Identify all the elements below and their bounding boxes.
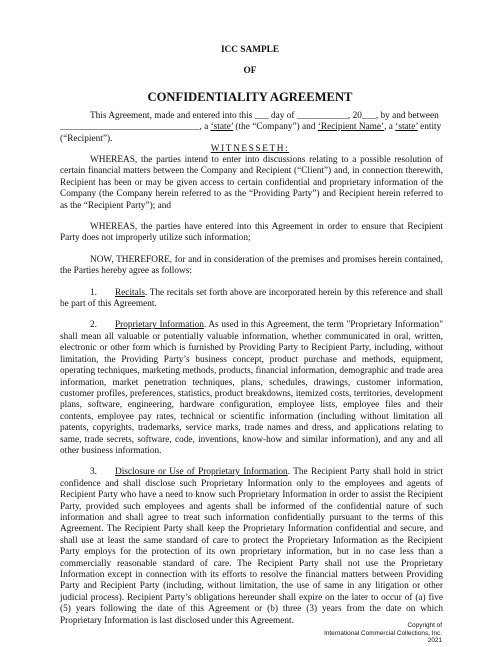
whereas-paragraph-2: WHEREAS, the parties have entered into this Agreement in order to ensure that Recipient Party does not improperly utilize such information; [60,222,443,244]
section-number: 1. [90,287,97,298]
recitals-block [60,155,443,627]
spacer [60,457,443,467]
copyright-year: 2021 [427,637,442,645]
copyright-line-2: International Commercial Collections, Inc. [324,629,442,637]
now-therefore-paragraph: NOW, THEREFORE, for and in consideration of the premises and promises herein contained, the Parties hereby agree as follows: [60,254,443,277]
section-text: . The recitals set forth above are incorporated herein by this reference and shall be part of this Agreement. [60,287,443,310]
section-2 [60,320,443,457]
section-number: 3. [90,467,97,478]
doc-subheading-icc-sample: ICC SAMPLE [220,45,280,55]
section-3 [60,467,443,627]
whereas-paragraph-1: WHEREAS, the parties intend to enter into discussions relating to a possible resolution of certain financial matters between the Company and Recipient (“Client”) and, in connection therewith, Recipient has been or may be given access to certain confidential and proprietary information of the Company (the Company herein referred to as the “Providing Party”) and Recipient herein referred to as the “Recipient Party”); and [60,155,443,211]
intro-text: entity [417,122,442,133]
section-heading: Recitals [114,287,145,298]
section-text: . As used in this Agreement, the term "Proprietary Information" shall mean all valuable or potentially valuable information, whether communicated in oral, written, electronic or other form which is furnished by Providing Party to Recipient Party, including, without limitation, the Providing Party’s business concept, product purchase and methods, equipment, operating techniques, marketing methods, products, financial information, demographic and trade area information, market penetration techniques, plans, schedules, drawings, customer information, customer profiles, preferences, statistics, product breakdowns, itemized costs, territories, development plans, software, engineering, hardware configuration, employee lists, employee files and their contents, employee pay rates, technical or scientific information (including without limitation all patents, copyrights, trademarks, service marks, trade names and dress, and applications relating to same, trade secrets, software, code, inventions, know-how and similar information), and any and all other business information. [60,320,443,456]
witnesseth-heading [0,144,500,155]
spacer [60,278,443,288]
recipient-name-field: ‘Recipient Name’ [317,122,385,133]
state-field-2: ‘state’ [395,122,418,133]
section-heading: Proprietary Information [114,320,204,331]
intro-paragraph [60,111,443,145]
doc-subheading-of: OF [243,66,257,76]
intro-text: (the “Company”) and [233,122,318,133]
state-field-1: ‘state’ [210,122,234,133]
section-1 [60,288,443,311]
witnesseth-text: WITNESSETH: [210,144,290,154]
intro-party-blank: ______________________________ [60,122,200,133]
intro-line-2 [60,122,443,133]
spacer [60,245,443,255]
copyright-footer [324,622,442,645]
section-text: . The Recipient Party shall hold in strict confidence and shall disclose such Proprietary Information only to the employees and agents of Recipient Party who have a need to know such Proprietary Information in order to assist the Recipient Party, provided such employees and agents shall be informed of the confidential nature of such information and shall agree to treat such information confidentially pursuant to the terms of this Agreement. The Recipient Party shall keep the Proprietary Information confidential and secure, and shall use at least the same standard of care to protect the Proprietary Information as the Recipient Party employs for the protection of its own proprietary information, but in no case less than a commercially reasonable standard of care. The Recipient Party shall not use the Proprietary Information except in connection with its efforts to resolve the financial matters between Providing Party and Recipient Party (including, without limitation, the use of same in any litigation or other judicial process). Recipient Party’s obligations hereunder shall expire on the later to occur of (a) five (5) years following the date of this Agreement or (b) three (3) years from the date on which Proprietary Information is last disclosed under this Agreement. [60,467,443,626]
section-heading: Disclosure or Use of Proprietary Information [114,467,288,478]
intro-text: , a [199,122,211,133]
copyright-line-1: Copyright of [407,622,442,629]
intro-line-1: This Agreement, made and entered into this ___ day of ___________, 20___, by and between [90,111,439,121]
spacer [60,212,443,222]
spacer [60,310,443,320]
doc-title: CONFIDENTIALITY AGREEMENT [147,90,353,104]
intro-text: , a [384,122,396,133]
section-number: 2. [90,320,97,331]
intro-line-3: (“Recipient”). [60,133,113,144]
